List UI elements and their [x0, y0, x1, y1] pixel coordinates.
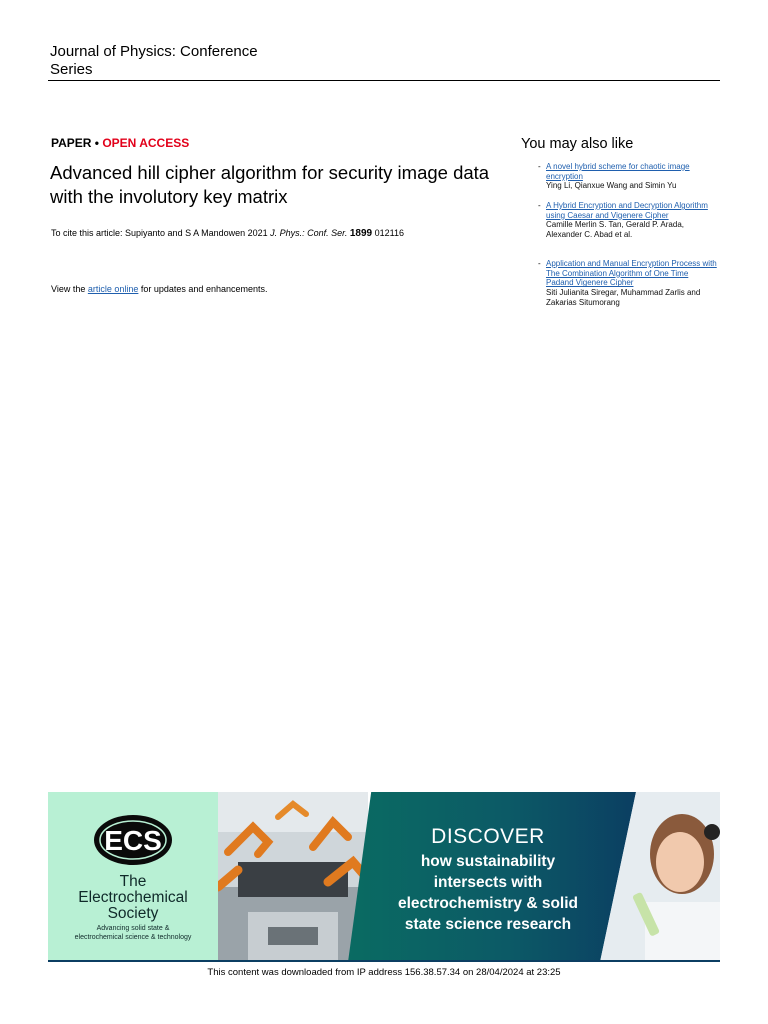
paper-label: PAPER [51, 136, 92, 150]
robot-arms-photo [218, 792, 368, 962]
related-item [538, 259, 718, 308]
header-divider [48, 80, 720, 81]
open-access-label: OPEN ACCESS [102, 136, 190, 150]
related-item-authors: Siti Julianita Siregar, Muhammad Zarlis and Zakarias Situmorang [546, 288, 701, 307]
list-dash: - [538, 162, 541, 171]
robotic-factory-icon [218, 792, 368, 962]
related-item-authors: Ying Li, Qianxue Wang and Simin Yu [546, 181, 677, 191]
journal-name-line1: Journal of Physics: Conference [50, 43, 258, 60]
ecs-name-line3: Society [107, 905, 159, 922]
discover-line1: how sustainability [420, 853, 556, 870]
discover-line4: state science research [404, 916, 572, 933]
list-dash: - [538, 259, 541, 268]
ecs-ad-banner[interactable] [48, 792, 720, 962]
ecs-tagline-line1: Advancing solid state & [96, 925, 170, 932]
related-item [538, 201, 718, 240]
view-online-line [51, 283, 267, 295]
related-item [538, 162, 718, 191]
label-separator: • [91, 136, 103, 150]
discover-headline: DISCOVER [431, 825, 545, 848]
article-online-link[interactable]: article online [87, 284, 139, 294]
related-item-authors: Camille Merlin S. Tan, Gerald P. Arada, Alexander C. Abad et al. [546, 220, 684, 240]
list-dash: - [538, 201, 541, 210]
ecs-tagline-line2: electrochemical science & technology [74, 934, 192, 941]
ad-bottom-rule [48, 960, 720, 962]
citation-prefix: To cite this article: Supiyanto and S A Mandowen 2021 [51, 228, 271, 238]
journal-name-line2: Series [50, 61, 93, 78]
citation-volume: 1899 [349, 228, 373, 239]
discover-line2: intersects with [433, 874, 543, 891]
ecs-name-line2: Electrochemical [78, 889, 188, 906]
related-heading: You may also like [521, 136, 634, 152]
download-footer: This content was downloaded from IP address 156.38.57.34 on 28/04/2024 at 23:25 [207, 967, 561, 978]
ecs-brand-panel [48, 792, 218, 962]
article-type-label [51, 136, 189, 150]
citation-article-number: 012116 [374, 228, 404, 238]
citation-journal: J. Phys.: Conf. Ser. [270, 228, 348, 238]
citation-line [51, 227, 511, 240]
related-item-link[interactable]: A Hybrid Encryption and Decryption Algorithm using Caesar and Vigenere Cipher [546, 201, 708, 220]
related-item-link[interactable]: Application and Manual Encryption Process with The Combination Algorithm of One Time Padand Vigenere Cipher [546, 259, 717, 288]
svg-text:ECS: ECS [104, 825, 162, 856]
ecs-tagline [48, 924, 218, 942]
discover-line3: electrochemistry & solid [397, 895, 579, 912]
discover-subheadline [364, 851, 612, 935]
related-item-link[interactable]: A novel hybrid scheme for chaotic image encryption [546, 162, 690, 181]
view-prefix: View the [51, 284, 88, 294]
article-title: Advanced hill cipher algorithm for security image data with the involutory key matrix [50, 162, 490, 207]
ecs-logo-icon [92, 810, 174, 868]
ecs-org-name [48, 874, 218, 922]
journal-name [50, 43, 310, 79]
view-suffix: for updates and enhancements. [138, 284, 268, 294]
ecs-name-line1: The [119, 873, 147, 890]
